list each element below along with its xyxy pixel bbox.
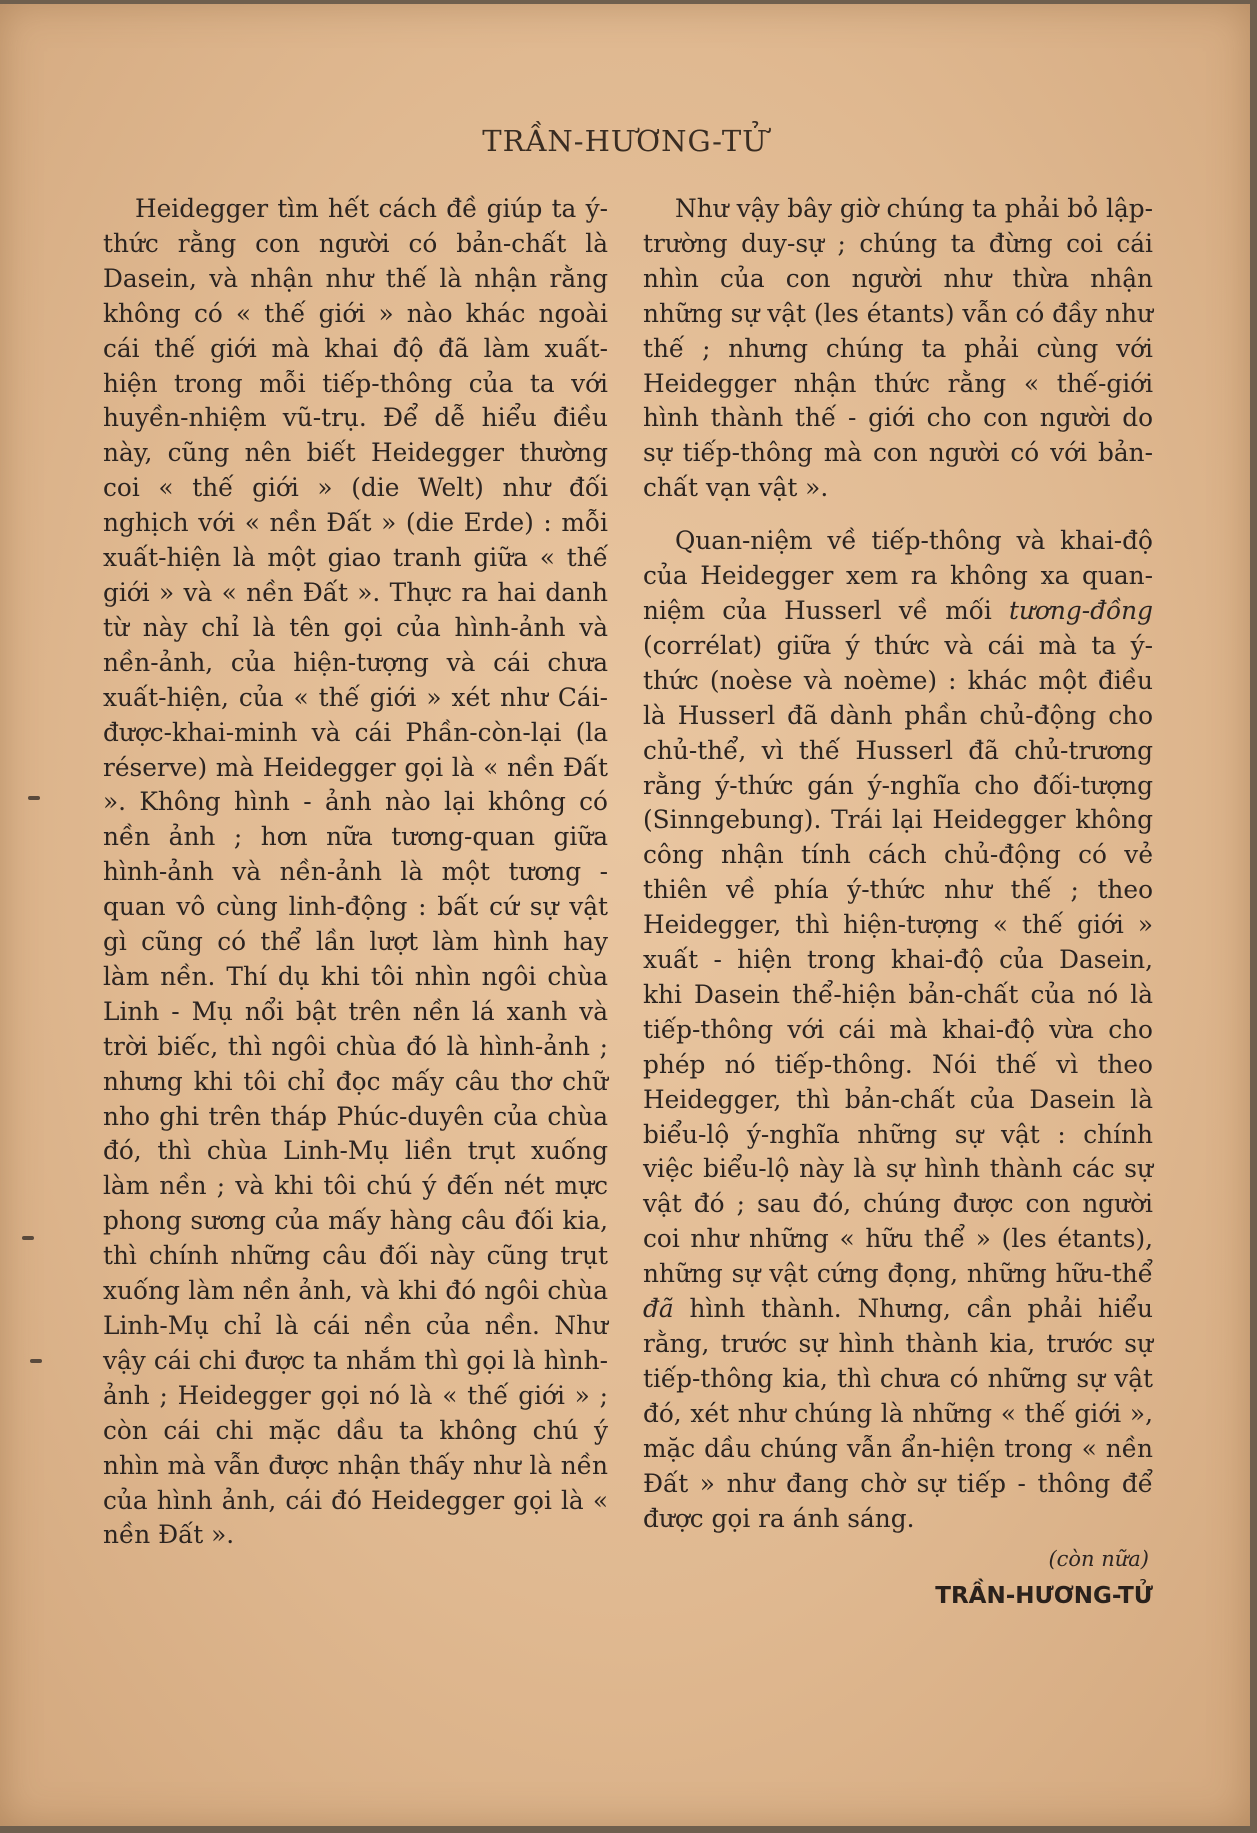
- italic-term-da: đã: [643, 1294, 674, 1324]
- article-signoff: [643, 1542, 1153, 1614]
- magazine-page: [0, 4, 1250, 1826]
- right-paragraph-1: Như vậy bây giờ chúng ta phải bỏ lập-trường duy-sự ; chúng ta đừng coi cái nhìn của con người như thừa nhận những sự vật (les étants) vẫn có đầy như thế ; nhưng chúng ta phải cùng với Heidegger nhận thức rằng « thế-giới hình thành thế - giới cho con người do sự tiếp-thông mà con người có với bản-chất vạn vật ».: [643, 194, 1154, 503]
- page-header-title: TRẦN-HƯƠNG-TỬ: [482, 124, 768, 158]
- right-paragraph-2: [643, 524, 1153, 1536]
- author-signature: TRẦN-HƯƠNG-TỬ: [935, 1583, 1153, 1610]
- right-text-column: [643, 192, 1153, 1614]
- staple-hole-mark: [30, 1359, 42, 1363]
- right-paragraph-2-part-a: Quan-niệm về tiếp-thông và khai-độ của Heidegger xem ra không xa quan-niệm của Husserl về mối: [643, 526, 1153, 625]
- staple-hole-mark: [22, 1236, 34, 1240]
- continued-note: (còn nữa): [1048, 1547, 1149, 1572]
- left-text-column: [103, 192, 608, 1553]
- italic-term-tuong-dong: tương-đồng: [1009, 595, 1153, 625]
- staple-hole-mark: [28, 796, 40, 800]
- right-paragraph-2-part-c: hình thành. Nhưng, cần phải hiểu rằng, trước sự hình thành kia, trước sự tiếp-thông kia, thì chưa có những sự vật đó, xét như chúng là những « thế giới », mặc dầu chúng vẫn ẩn-hiện trong « nền Đất » như đang chờ sự tiếp - thông để được gọi ra ánh sáng.: [643, 1294, 1153, 1533]
- right-paragraph-2-part-b: (corrélat) giữa ý thức và cái mà ta ý-thức (noèse và noème) : khác một điều là Husserl đã dành phần chủ-động cho chủ-thể, vì thế Husserl đã chủ-trương rằng ý-thức gán ý-nghĩa cho đối-tượng (Sinngebung). Trái lại Heidegger không công nhận tính cách chủ-động có vẻ thiên về phía ý-thức như thế ; theo Heidegger, thì hiện-tượng « thế giới » xuất - hiện trong khai-độ của Dasein, khi Dasein thể-hiện bản-chất của nó là tiếp-thông với cái mà khai-độ vừa cho phép nó tiếp-thông. Nói thế vì theo Heidegger, thì bản-chất của Dasein là biểu-lộ ý-nghĩa những sự vật : chính việc biểu-lộ này là sự hình thành các sự vật đó ; sau đó, chúng được con người coi như những « hữu thể » (les étants), những sự vật cứng đọng, những hữu-thể: [643, 630, 1153, 1289]
- left-paragraph-1: Heidegger tìm hết cách đề giúp ta ý-thức rằng con người có bản-chất là Dasein, và nhận như thế là nhận rằng không có « thế giới » nào khác ngoài cái thế giới mà khai độ đã làm xuất-hiện trong mỗi tiếp-thông của ta với huyền-nhiệm vũ-trụ. Để dễ hiểu điều này, cũng nên biết Heidegger thường coi « thế giới » (die Welt) như đối nghịch với « nền Đất » (die Erde) : mỗi xuất-hiện là một giao tranh giữa « thế giới » và « nền Đất ». Thực ra hai danh từ này chỉ là tên gọi của hình-ảnh và nền-ảnh, của hiện-tượng và cái chưa xuất-hiện, của « thế giới » xét như Cái-được-khai-minh và cái Phần-còn-lại (la réserve) mà Heidegger gọi là « nền Đất ». Không hình - ảnh nào lại không có nền ảnh ; hơn nữa tương-quan giữa hình-ảnh và nền-ảnh là một tương - quan vô cùng linh-động : bất cứ sự vật gì cũng có thể lần lượt làm hình hay làm nền. Thí dụ khi tôi nhìn ngôi chùa Linh - Mụ nổi bật trên nền lá xanh và trời biếc, thì ngôi chùa đó là hình-ảnh ; nhưng khi tôi chỉ đọc mấy câu thơ chữ nho ghi trên tháp Phúc-duyên của chùa đó, thì chùa Linh-Mụ liền trụt xuống làm nền ; và khi tôi chú ý đến nét mực phong sương của mấy hàng câu đối kia, thì chính những câu đối này cũng trụt xuống làm nền ảnh, và khi đó ngôi chùa Linh-Mụ chỉ là cái nền của nền. Như vậy cái chi được ta nhắm thì gọi là hình-ảnh ; Heidegger gọi nó là « thế giới » ; còn cái chi mặc dầu ta không chú ý nhìn mà vẫn được nhận thấy như là nền của hình ảnh, cái đó Heidegger gọi là « nền Đất ».: [103, 194, 608, 1550]
